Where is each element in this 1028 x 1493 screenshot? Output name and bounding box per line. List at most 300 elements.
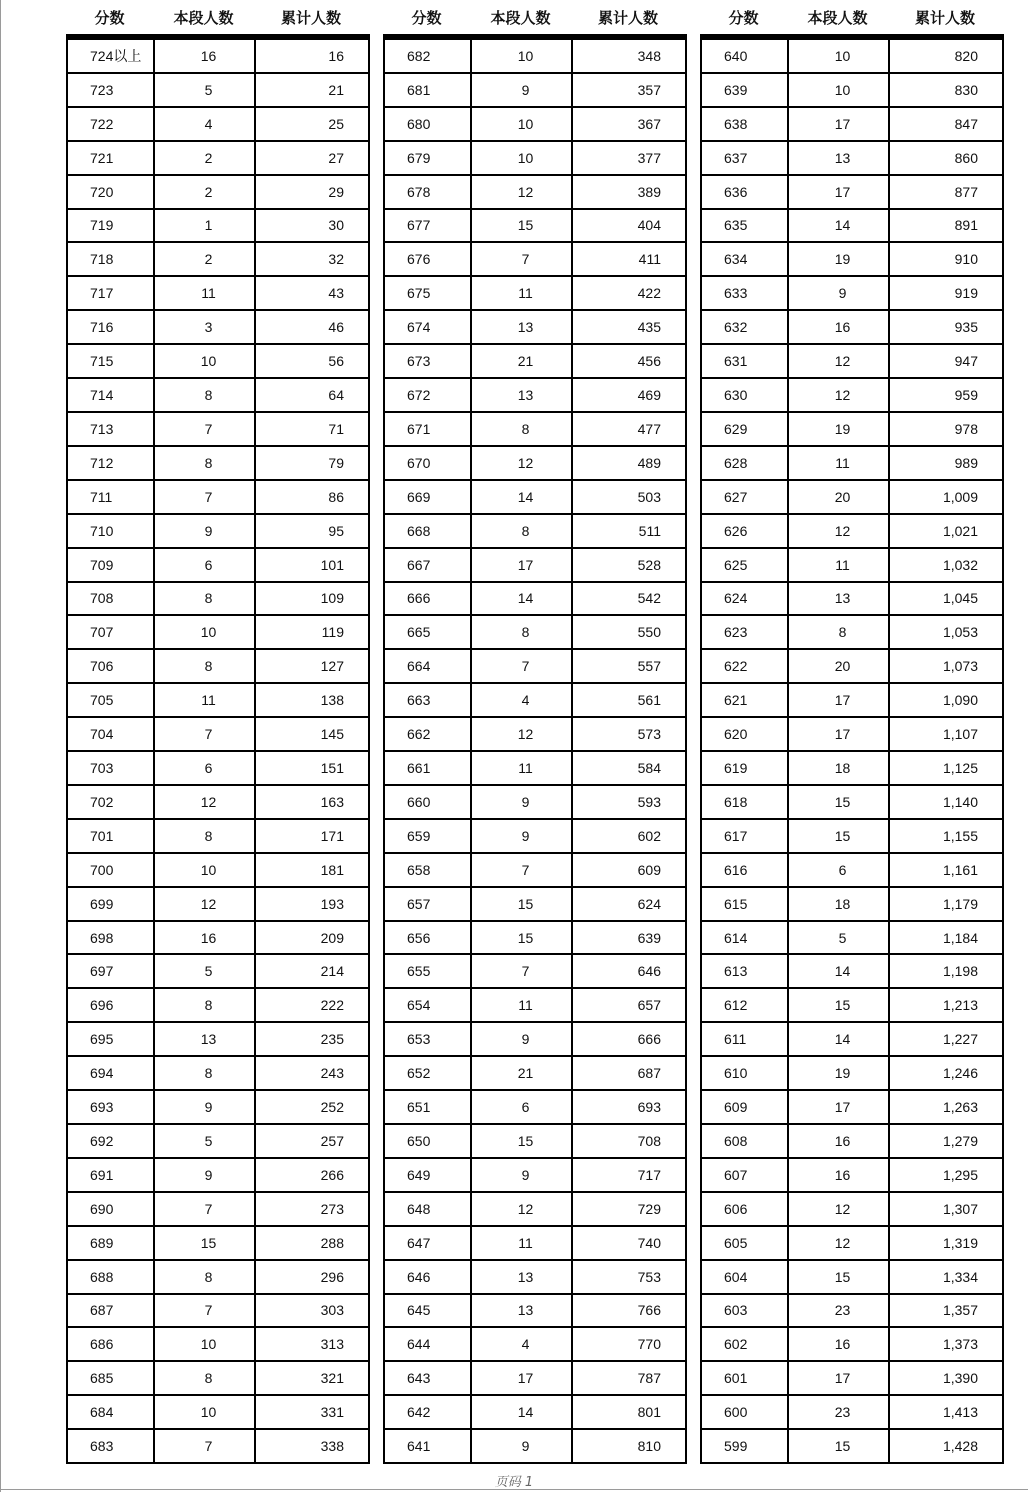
segment-count-cell: 14 [472,481,573,513]
table-row [68,1430,370,1464]
table-row [702,752,1004,786]
segment-count-cell: 11 [472,752,573,784]
segment-count-cell: 8 [155,379,256,411]
score-cell: 722 [68,108,155,140]
page-left-edge [0,0,1,1492]
cumulative-count-cell: 56 [256,345,370,377]
segment-count-cell: 12 [789,515,890,547]
table-row [385,515,687,549]
table-row [385,786,687,820]
table-row [68,1227,370,1261]
score-cell: 636 [702,176,789,208]
score-cell: 667 [385,549,472,581]
score-cell: 630 [702,379,789,411]
table-row [68,1396,370,1430]
score-cell: 714 [68,379,155,411]
score-cell: 627 [702,481,789,513]
score-cell: 606 [702,1193,789,1225]
table-row [385,345,687,379]
segment-count-cell: 8 [472,515,573,547]
table-row [68,243,370,277]
table-header [700,0,1002,34]
cumulative-count-cell: 321 [256,1362,370,1394]
cumulative-count-cell: 1,279 [890,1125,1004,1157]
segment-count-cell: 8 [155,1261,256,1293]
cumulative-count-cell: 43 [256,277,370,309]
table-row [385,1430,687,1464]
segment-count-cell: 8 [472,616,573,648]
cumulative-count-cell: 593 [573,786,687,818]
table-row [68,1362,370,1396]
table-row [385,955,687,989]
score-cell: 710 [68,515,155,547]
table-row [68,74,370,108]
table-row [702,40,1004,74]
cumulative-count-cell: 29 [256,176,370,208]
cumulative-count-cell: 550 [573,616,687,648]
cumulative-count-cell: 1,155 [890,820,1004,852]
header-cumulative-count: 累计人数 [914,9,975,27]
table-row [702,1159,1004,1193]
table-row [702,176,1004,210]
score-cell: 631 [702,345,789,377]
segment-count-cell: 23 [789,1396,890,1428]
cumulative-count-cell: 422 [573,277,687,309]
score-cell: 699 [68,888,155,920]
table-row [702,1057,1004,1091]
score-cell: 650 [385,1125,472,1157]
cumulative-count-cell: 847 [890,108,1004,140]
segment-count-cell: 16 [789,311,890,343]
segment-count-cell: 5 [155,74,256,106]
table-row [68,1057,370,1091]
segment-count-cell: 10 [472,142,573,174]
score-cell: 701 [68,820,155,852]
segment-count-cell: 8 [155,447,256,479]
segment-count-cell: 13 [789,142,890,174]
segment-count-cell: 19 [789,243,890,275]
table-row [68,413,370,447]
table-row [68,1125,370,1159]
score-cell: 608 [702,1125,789,1157]
segment-count-cell: 15 [789,786,890,818]
cumulative-count-cell: 1,413 [890,1396,1004,1428]
table-row [702,1261,1004,1295]
segment-count-cell: 3 [155,311,256,343]
header-segment-count: 本段人数 [173,9,234,27]
segment-count-cell: 7 [155,1295,256,1327]
score-cell: 621 [702,684,789,716]
segment-count-cell: 5 [789,922,890,954]
score-cell: 623 [702,616,789,648]
cumulative-count-cell: 64 [256,379,370,411]
table-body [700,40,1004,1464]
segment-count-cell: 6 [155,549,256,581]
score-cell: 708 [68,583,155,615]
table-row [385,820,687,854]
score-cell: 704 [68,718,155,750]
score-cell: 696 [68,989,155,1021]
segment-count-cell: 10 [155,345,256,377]
table-row [68,379,370,413]
table-row [68,583,370,617]
segment-count-cell: 11 [472,1227,573,1259]
cumulative-count-cell: 1,161 [890,854,1004,886]
table-row [702,447,1004,481]
segment-count-cell: 12 [472,718,573,750]
segment-count-cell: 9 [155,1159,256,1191]
cumulative-count-cell: 891 [890,210,1004,242]
cumulative-count-cell: 266 [256,1159,370,1191]
score-cell: 724以上 [68,40,155,72]
score-cell: 674 [385,311,472,343]
score-cell: 641 [385,1430,472,1462]
score-cell: 721 [68,142,155,174]
cumulative-count-cell: 766 [573,1295,687,1327]
cumulative-count-cell: 151 [256,752,370,784]
table-row [702,1328,1004,1362]
segment-count-cell: 7 [472,243,573,275]
cumulative-count-cell: 119 [256,616,370,648]
table-row [385,481,687,515]
table-row [702,210,1004,244]
segment-count-cell: 10 [155,616,256,648]
cumulative-count-cell: 1,334 [890,1261,1004,1293]
score-cell: 619 [702,752,789,784]
score-cell: 638 [702,108,789,140]
cumulative-count-cell: 1,053 [890,616,1004,648]
cumulative-count-cell: 477 [573,413,687,445]
table-row [68,922,370,956]
cumulative-count-cell: 528 [573,549,687,581]
table-row [68,684,370,718]
cumulative-count-cell: 222 [256,989,370,1021]
segment-count-cell: 13 [472,311,573,343]
cumulative-count-cell: 1,357 [890,1295,1004,1327]
cumulative-count-cell: 1,073 [890,650,1004,682]
segment-count-cell: 8 [472,413,573,445]
segment-count-cell: 14 [789,210,890,242]
segment-count-cell: 21 [472,345,573,377]
cumulative-count-cell: 1,263 [890,1091,1004,1123]
table-row [702,481,1004,515]
table-row [702,888,1004,922]
segment-count-cell: 17 [472,549,573,581]
segment-count-cell: 16 [789,1159,890,1191]
cumulative-count-cell: 830 [890,74,1004,106]
header-score: 分数 [728,9,759,27]
table-row [385,1261,687,1295]
score-cell: 647 [385,1227,472,1259]
table-row [702,1193,1004,1227]
score-cell: 635 [702,210,789,242]
cumulative-count-cell: 95 [256,515,370,547]
score-cell: 664 [385,650,472,682]
score-cell: 698 [68,922,155,954]
score-cell: 661 [385,752,472,784]
cumulative-count-cell: 127 [256,650,370,682]
segment-count-cell: 1 [155,210,256,242]
segment-count-cell: 9 [155,515,256,547]
segment-count-cell: 12 [472,447,573,479]
cumulative-count-cell: 1,140 [890,786,1004,818]
cumulative-count-cell: 163 [256,786,370,818]
score-cell: 671 [385,413,472,445]
segment-count-cell: 16 [155,922,256,954]
segment-count-cell: 17 [789,176,890,208]
segment-count-cell: 7 [155,481,256,513]
score-cell: 680 [385,108,472,140]
segment-count-cell: 8 [155,1362,256,1394]
segment-count-cell: 4 [472,1328,573,1360]
score-cell: 688 [68,1261,155,1293]
cumulative-count-cell: 1,198 [890,955,1004,987]
table-row [385,888,687,922]
score-cell: 685 [68,1362,155,1394]
score-cell: 613 [702,955,789,987]
segment-count-cell: 13 [472,1295,573,1327]
segment-count-cell: 10 [155,1328,256,1360]
segment-count-cell: 2 [155,243,256,275]
table-row [702,1023,1004,1057]
cumulative-count-cell: 145 [256,718,370,750]
segment-count-cell: 19 [789,1057,890,1089]
table-row [385,311,687,345]
table-row [68,888,370,922]
cumulative-count-cell: 435 [573,311,687,343]
cumulative-count-cell: 1,295 [890,1159,1004,1191]
score-cell: 663 [385,684,472,716]
segment-count-cell: 14 [789,1023,890,1055]
cumulative-count-cell: 1,009 [890,481,1004,513]
score-cell: 601 [702,1362,789,1394]
segment-count-cell: 13 [789,583,890,615]
segment-count-cell: 16 [789,1125,890,1157]
segment-count-cell: 15 [472,1125,573,1157]
table-row [68,1159,370,1193]
table-row [702,549,1004,583]
cumulative-count-cell: 243 [256,1057,370,1089]
segment-count-cell: 10 [155,1396,256,1428]
score-cell: 611 [702,1023,789,1055]
cumulative-count-cell: 71 [256,413,370,445]
table-row [702,108,1004,142]
score-cell: 669 [385,481,472,513]
score-cell: 622 [702,650,789,682]
score-cell: 695 [68,1023,155,1055]
table-row [385,1396,687,1430]
cumulative-count-cell: 357 [573,74,687,106]
score-cell: 618 [702,786,789,818]
segment-count-cell: 12 [789,1227,890,1259]
cumulative-count-cell: 214 [256,955,370,987]
score-cell: 679 [385,142,472,174]
segment-count-cell: 10 [472,108,573,140]
segment-count-cell: 7 [472,854,573,886]
score-cell: 643 [385,1362,472,1394]
table-row [385,1328,687,1362]
segment-count-cell: 12 [155,888,256,920]
table-row [702,1396,1004,1430]
cumulative-count-cell: 503 [573,481,687,513]
cumulative-count-cell: 273 [256,1193,370,1225]
segment-count-cell: 7 [472,650,573,682]
score-cell: 682 [385,40,472,72]
table-row [68,142,370,176]
table-row [385,1091,687,1125]
cumulative-count-cell: 557 [573,650,687,682]
cumulative-count-cell: 1,179 [890,888,1004,920]
table-row [385,108,687,142]
header-score: 分数 [411,9,442,27]
segment-count-cell: 14 [472,583,573,615]
table-row [385,1023,687,1057]
segment-count-cell: 10 [472,40,573,72]
table-row [68,1261,370,1295]
cumulative-count-cell: 810 [573,1430,687,1462]
table-body [66,40,370,1464]
table-row [68,1295,370,1329]
score-cell: 703 [68,752,155,784]
segment-count-cell: 7 [472,955,573,987]
segment-count-cell: 11 [472,277,573,309]
cumulative-count-cell: 935 [890,311,1004,343]
score-cell: 700 [68,854,155,886]
table-row [385,650,687,684]
cumulative-count-cell: 296 [256,1261,370,1293]
score-cell: 660 [385,786,472,818]
table-row [68,650,370,684]
segment-count-cell: 11 [472,989,573,1021]
score-cell: 612 [702,989,789,1021]
score-cell: 676 [385,243,472,275]
segment-count-cell: 6 [155,752,256,784]
score-cell: 604 [702,1261,789,1293]
segment-count-cell: 15 [789,1430,890,1462]
segment-count-cell: 16 [789,1328,890,1360]
table-row [68,277,370,311]
table-row [702,820,1004,854]
score-cell: 645 [385,1295,472,1327]
segment-count-cell: 5 [155,1125,256,1157]
score-cell: 648 [385,1193,472,1225]
table-row [702,786,1004,820]
cumulative-count-cell: 584 [573,752,687,784]
header-segment-count: 本段人数 [490,9,551,27]
segment-count-cell: 8 [155,650,256,682]
score-cell: 687 [68,1295,155,1327]
cumulative-count-cell: 193 [256,888,370,920]
cumulative-count-cell: 877 [890,176,1004,208]
score-cell: 658 [385,854,472,886]
cumulative-count-cell: 181 [256,854,370,886]
segment-count-cell: 17 [789,108,890,140]
table-row [702,413,1004,447]
table-row [385,922,687,956]
segment-count-cell: 12 [789,1193,890,1225]
score-cell: 705 [68,684,155,716]
table-row [702,243,1004,277]
cumulative-count-cell: 717 [573,1159,687,1191]
score-cell: 646 [385,1261,472,1293]
cumulative-count-cell: 16 [256,40,370,72]
segment-count-cell: 17 [472,1362,573,1394]
score-cell: 665 [385,616,472,648]
segment-count-cell: 8 [155,989,256,1021]
score-cell: 668 [385,515,472,547]
cumulative-count-cell: 1,045 [890,583,1004,615]
page-number: 页码 1 [494,1475,534,1490]
header-cumulative-count: 累计人数 [280,9,341,27]
score-cell: 610 [702,1057,789,1089]
segment-count-cell: 4 [155,108,256,140]
table-row [702,515,1004,549]
cumulative-count-cell: 235 [256,1023,370,1055]
score-cell: 692 [68,1125,155,1157]
cumulative-count-cell: 389 [573,176,687,208]
table-row [385,616,687,650]
cumulative-count-cell: 602 [573,820,687,852]
segment-count-cell: 9 [155,1091,256,1123]
table-row [702,922,1004,956]
segment-count-cell: 14 [789,955,890,987]
score-cell: 670 [385,447,472,479]
table-row [702,74,1004,108]
cumulative-count-cell: 1,090 [890,684,1004,716]
score-cell: 717 [68,277,155,309]
cumulative-count-cell: 919 [890,277,1004,309]
segment-count-cell: 12 [789,379,890,411]
cumulative-count-cell: 609 [573,854,687,886]
score-cell: 659 [385,820,472,852]
cumulative-count-cell: 46 [256,311,370,343]
cumulative-count-cell: 109 [256,583,370,615]
score-cell: 607 [702,1159,789,1191]
cumulative-count-cell: 25 [256,108,370,140]
table-row [68,1328,370,1362]
segment-count-cell: 23 [789,1295,890,1327]
table-row [385,447,687,481]
table-row [702,1091,1004,1125]
table-row [68,311,370,345]
cumulative-count-cell: 910 [890,243,1004,275]
table-row [385,684,687,718]
score-cell: 629 [702,413,789,445]
score-cell: 672 [385,379,472,411]
score-cell: 683 [68,1430,155,1462]
segment-count-cell: 7 [155,1193,256,1225]
score-cell: 697 [68,955,155,987]
segment-count-cell: 12 [472,1193,573,1225]
score-cell: 689 [68,1227,155,1259]
score-cell: 652 [385,1057,472,1089]
cumulative-count-cell: 639 [573,922,687,954]
cumulative-count-cell: 1,390 [890,1362,1004,1394]
score-cell: 666 [385,583,472,615]
score-cell: 686 [68,1328,155,1360]
table-row [68,718,370,752]
table-row [702,684,1004,718]
score-cell: 605 [702,1227,789,1259]
table-body [383,40,687,1464]
table-row [385,74,687,108]
segment-count-cell: 15 [472,210,573,242]
table-row [385,1227,687,1261]
score-cell: 678 [385,176,472,208]
score-cell: 712 [68,447,155,479]
table-row [385,379,687,413]
score-cell: 640 [702,40,789,72]
